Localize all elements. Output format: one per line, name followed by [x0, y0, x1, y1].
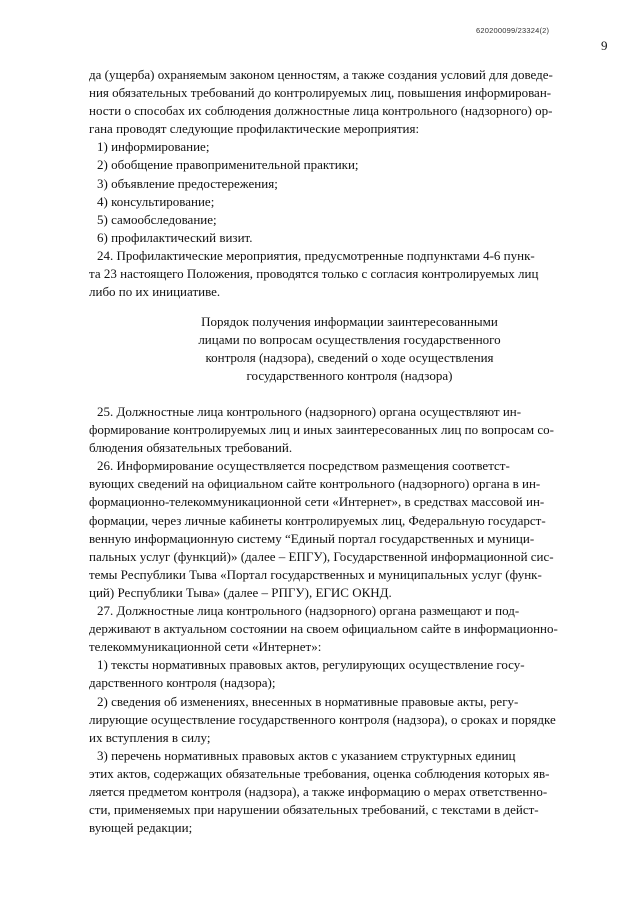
paragraph-26-line: пальных услуг (функций)» (далее – ЕПГУ), Государственной информационной сис- — [89, 548, 554, 564]
paragraph-24-line: 24. Профилактические мероприятия, предусмотренные подпунктами 4-6 пунк- — [97, 247, 535, 263]
paragraph-24-line: либо по их инициативе. — [89, 284, 221, 300]
paragraph-26-line: темы Республики Тыва «Портал государственных и муниципальных услуг (функ- — [89, 566, 542, 582]
list-item-2-line: их вступления в силу; — [89, 729, 211, 745]
list-item-1-line: дарственного контроля (надзора); — [89, 675, 276, 691]
paragraph-26-line: венную информационную систему “Единый портал государственных и муници- — [89, 530, 535, 546]
measure-item: 2) обобщение правоприменительной практики; — [97, 157, 359, 173]
page-body-top — [89, 66, 610, 301]
intro-line: ности о способах их соблюдения должностные лица контрольного (надзорного) ор- — [89, 103, 553, 119]
paragraph-26-line: вующих сведений на официальном сайте контрольного (надзорного) органа в ин- — [89, 476, 541, 492]
intro-line: ния обязательных требований до контролируемых лиц, повышения информирован- — [89, 85, 552, 101]
section-heading-line: Порядок получения информации заинтересованными — [201, 314, 498, 329]
paragraph-26-line: формационно-телекоммуникационной сети «Интернет», в средствах массовой ин- — [89, 494, 545, 510]
paragraph-27-line: телекоммуникационной сети «Интернет»: — [89, 639, 322, 655]
list-item-3-line: 3) перечень нормативных правовых актов с указанием структурных единиц — [97, 747, 516, 763]
page-number: 9 — [601, 38, 608, 53]
paragraph-25-line: блюдения обязательных требований. — [89, 440, 293, 456]
page-body-bottom — [89, 403, 610, 837]
intro-line: гана проводят следующие профилактические мероприятия: — [89, 121, 420, 137]
measure-item: 3) объявление предостережения; — [97, 175, 278, 191]
paragraph-27-line: 27. Должностные лица контрольного (надзорного) органа размещают и под- — [97, 603, 520, 619]
measure-item: 6) профилактический визит. — [97, 229, 253, 245]
paragraph-26-line: 26. Информирование осуществляется посредством размещения соответст- — [97, 458, 510, 474]
paragraph-25-line: формирование контролируемых лиц и иных заинтересованных лиц по вопросам со- — [89, 422, 554, 438]
paragraph-27-line: держивают в актуальном состоянии на своем официальном сайте в информационно- — [89, 621, 558, 637]
paragraph-24-line: та 23 настоящего Положения, проводятся только с согласия контролируемых лиц — [89, 266, 539, 282]
section-heading-line: государственного контроля (надзора) — [246, 368, 453, 384]
measure-item: 5) самообследование; — [97, 211, 217, 227]
list-item-2-line: 2) сведения об изменениях, внесенных в нормативные правовые акты, регу- — [97, 693, 519, 709]
list-item-2-line: лирующие осуществление государственного контроля (надзора), о сроках и порядке — [89, 711, 556, 727]
paragraph-25-line: 25. Должностные лица контрольного (надзорного) органа осуществляют ин- — [97, 404, 522, 419]
list-item-1-line: 1) тексты нормативных правовых актов, регулирующих осуществление госу- — [97, 657, 525, 673]
section-heading-line: лицами по вопросам осуществления государственного — [198, 332, 501, 348]
paragraph-26-line: формации, через личные кабинеты контролируемых лиц, Федеральную государст- — [89, 512, 546, 528]
document-id: 620200099/23324(2) — [476, 26, 550, 35]
list-item-3-line: ляется предметом контроля (надзора), а также информацию о мерах ответственно- — [89, 783, 548, 799]
intro-line: да (ущерба) охраняемым законом ценностям, а также создания условий для доведе- — [89, 67, 553, 82]
list-item-3-line: сти, применяемых при нарушении обязательных требований, с текстами в дейст- — [89, 802, 539, 818]
paragraph-26-line: ций) Республики Тыва» (далее – РПГУ), ЕГИС ОКНД. — [89, 584, 392, 600]
section-heading — [89, 313, 610, 385]
measure-item: 1) информирование; — [97, 139, 210, 155]
list-item-3-line: вующей редакции; — [89, 820, 193, 836]
section-heading-line: контроля (надзора), сведений о ходе осуществления — [205, 350, 494, 366]
measure-item: 4) консультирование; — [97, 193, 215, 209]
list-item-3-line: этих актов, содержащих обязательные требования, оценка соблюдения которых яв- — [89, 765, 550, 781]
